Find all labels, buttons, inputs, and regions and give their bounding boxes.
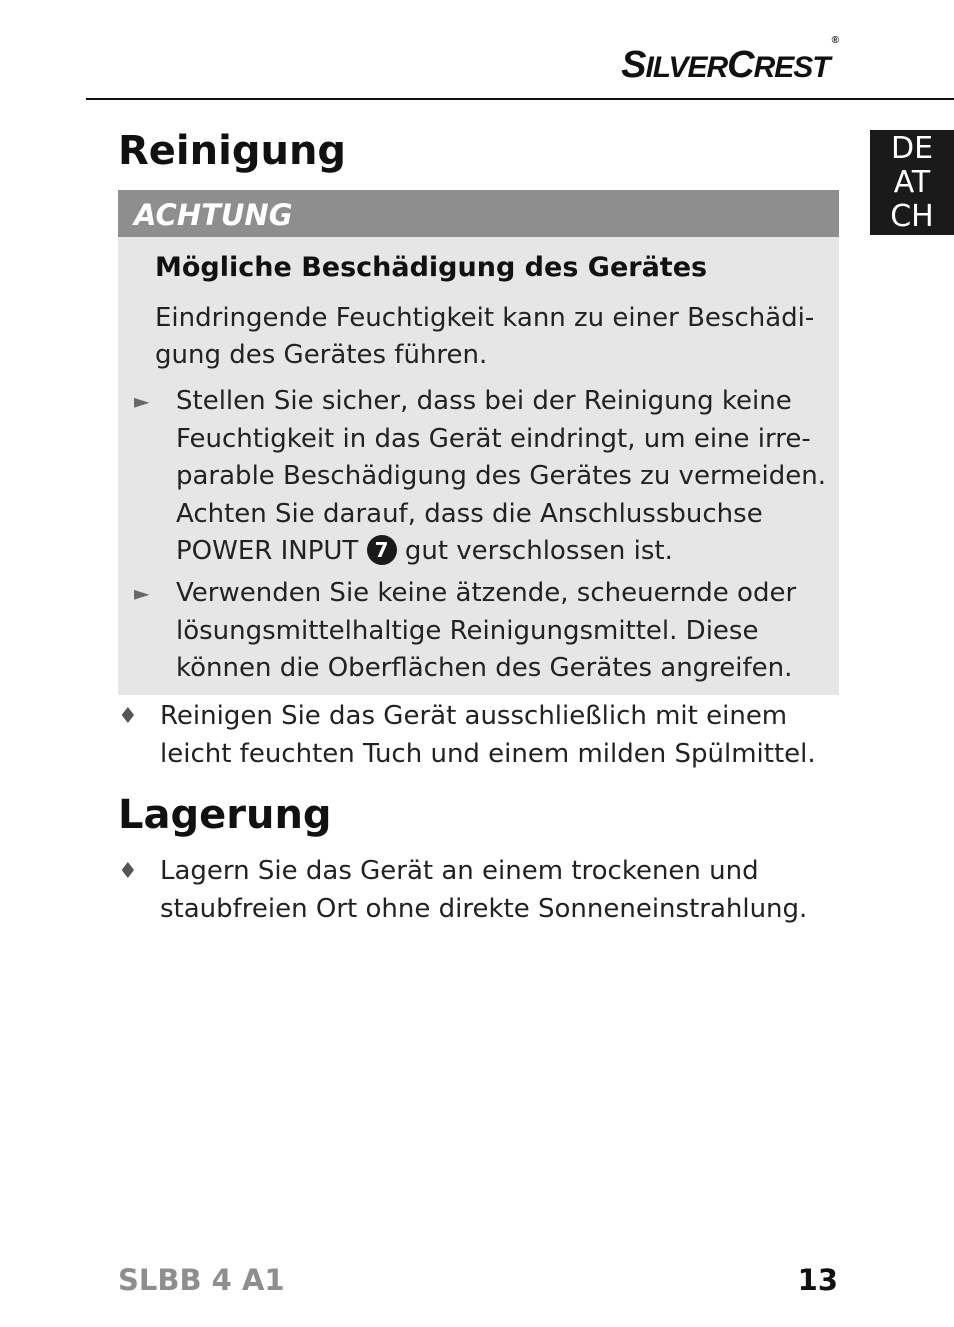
logo-text-rest: REST xyxy=(753,51,830,84)
brand-logo xyxy=(621,35,838,87)
lang-code: CH xyxy=(890,199,934,234)
instruction-bullet xyxy=(118,853,840,928)
section-title-storage: Lagerung xyxy=(118,792,332,838)
language-tab xyxy=(870,130,954,235)
logo-letter-s: S xyxy=(621,44,646,86)
diamond-bullet-icon: ♦ xyxy=(118,704,138,729)
warning-item-text-end: gut verschlossen ist. xyxy=(396,536,673,566)
warning-box xyxy=(118,190,839,695)
page-number: 13 xyxy=(797,1263,838,1297)
warning-item-text: Stellen Sie sicher, dass bei der Reinigung keine Feuchtigkeit in das Gerät eindringt, um eine irreparable Beschädigung des Gerätes zu vermeiden. Achten Sie darauf, dass die Anschlussbuchse POWER INPUT xyxy=(176,386,826,566)
warning-text: Eindringende Feuchtigkeit kann zu einer Beschädigung des Gerätes führen. xyxy=(155,303,815,370)
warning-item-text: Verwenden Sie keine ätzende, scheuernde oder lösungsmittelhaltige Reinigungsmittel. Diese können die Oberflächen des Gerätes angreifen. xyxy=(176,578,797,683)
arrow-icon: ► xyxy=(134,389,150,413)
warning-item xyxy=(134,575,826,688)
section-title-cleaning: Reinigung xyxy=(118,128,347,174)
lang-code: DE xyxy=(890,131,934,166)
warning-heading: Mögliche Beschädigung des Gerätes xyxy=(155,252,708,283)
logo-letter-c: C xyxy=(727,44,754,86)
instruction-text: Reinigen Sie das Gerät ausschließlich mit einem leicht feuchten Tuch und einem milden Spülmittel. xyxy=(160,701,816,769)
warning-label: ACHTUNG xyxy=(118,190,839,237)
instruction-text: Lagern Sie das Gerät an einem trockenen und staubfreien Ort ohne direkte Sonneneinstrahlung. xyxy=(160,856,808,924)
header-rule xyxy=(86,98,954,100)
footer-model: SLBB 4 A1 xyxy=(118,1263,285,1297)
reference-number-badge: 7 xyxy=(367,535,397,565)
arrow-icon: ► xyxy=(134,581,150,605)
logo-text-ilver: ILVER xyxy=(645,51,728,84)
registered-mark: ® xyxy=(831,35,838,47)
diamond-bullet-icon: ♦ xyxy=(118,859,138,884)
warning-item xyxy=(134,383,826,571)
instruction-bullet xyxy=(118,698,840,773)
lang-code: AT xyxy=(893,165,931,200)
